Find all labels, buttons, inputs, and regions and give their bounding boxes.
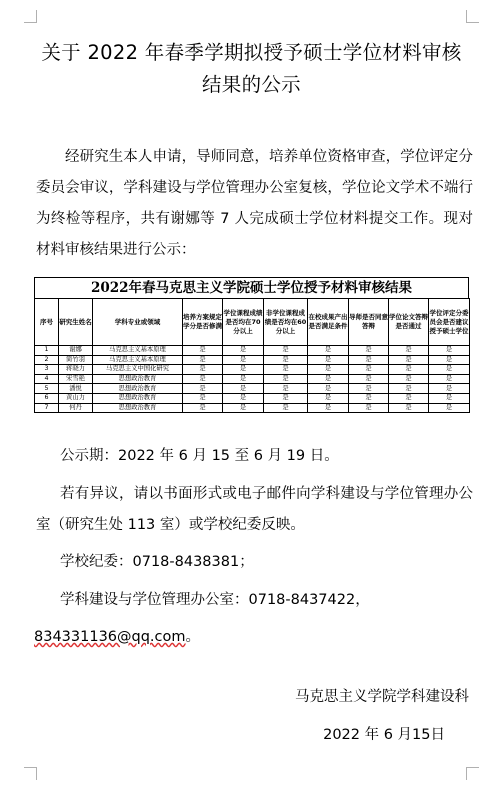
table-cell: 是 xyxy=(223,384,264,394)
table-cell: 2 xyxy=(35,355,59,365)
table-cell: 是 xyxy=(389,393,429,403)
table-cell: 是 xyxy=(349,374,389,384)
table-cell: 4 xyxy=(35,374,59,384)
table-cell: 是 xyxy=(223,365,264,375)
table-cell: 是 xyxy=(223,403,264,413)
table-caption: 2022年春马克思主义学院硕士学位授予材料审核结果 xyxy=(34,277,469,298)
table-cell: 宋雪艳 xyxy=(59,374,93,384)
table-cell: 是 xyxy=(308,365,349,375)
table-cell: 1 xyxy=(35,346,59,356)
table-cell: 是 xyxy=(349,384,389,394)
table-cell: 是 xyxy=(223,393,264,403)
table-header-cell: 学位课程成绩是否均在70分以上 xyxy=(223,299,264,346)
table-cell: 谢娜 xyxy=(59,346,93,356)
table-cell: 是 xyxy=(264,384,308,394)
table-header-cell: 学位评定分委员会是否建议授予硕士学位 xyxy=(429,299,470,346)
table-cell: 潘悦 xyxy=(59,384,93,394)
page-corner-mark xyxy=(466,767,479,780)
table-cell: 是 xyxy=(308,384,349,394)
table-cell: 是 xyxy=(264,393,308,403)
table-cell: 思想政治教育 xyxy=(93,384,183,394)
review-results-table xyxy=(34,277,469,413)
table-row xyxy=(35,374,470,384)
table-cell: 简竹羽 xyxy=(59,355,93,365)
table-cell: 是 xyxy=(389,384,429,394)
table-cell: 思想政治教育 xyxy=(93,393,183,403)
signature: 马克思主义学院学科建设科 xyxy=(295,689,469,705)
table-cell: 3 xyxy=(35,365,59,375)
table-cell: 是 xyxy=(308,403,349,413)
table-cell: 是 xyxy=(183,365,223,375)
table-cell: 是 xyxy=(429,384,470,394)
table-row xyxy=(35,393,470,403)
document-title-line-1: 关于 2022 年春季学期拟授予硕士学位材料审核 xyxy=(41,41,462,64)
table-cell: 是 xyxy=(389,365,429,375)
table-cell: 是 xyxy=(183,346,223,356)
email-suffix: 。 xyxy=(185,629,201,645)
table-header-cell: 学位论文答辩是否通过 xyxy=(389,299,429,346)
results-table xyxy=(34,298,470,413)
table-cell: 是 xyxy=(349,403,389,413)
table-cell: 5 xyxy=(35,384,59,394)
table-cell: 是 xyxy=(308,393,349,403)
table-cell: 是 xyxy=(223,374,264,384)
table-cell: 是 xyxy=(264,355,308,365)
table-header-cell: 序号 xyxy=(35,299,59,346)
email-link[interactable]: 834331136@qq.com xyxy=(34,629,186,645)
table-cell: 马克思主义基本原理 xyxy=(93,355,183,365)
table-header-cell: 培养方案规定学分是否修满 xyxy=(183,299,223,346)
table-cell: 是 xyxy=(429,365,470,375)
table-cell: 是 xyxy=(223,355,264,365)
table-cell: 7 xyxy=(35,403,59,413)
table-row xyxy=(35,384,470,394)
table-cell: 是 xyxy=(264,365,308,375)
table-cell: 黄山力 xyxy=(59,393,93,403)
table-header-cell: 学科专业或领域 xyxy=(93,299,183,346)
table-cell: 是 xyxy=(264,374,308,384)
table-cell: 是 xyxy=(349,365,389,375)
table-row xyxy=(35,403,470,413)
table-cell: 是 xyxy=(183,374,223,384)
table-cell: 是 xyxy=(429,393,470,403)
table-cell: 是 xyxy=(308,346,349,356)
table-header-cell: 研究生姓名 xyxy=(59,299,93,346)
table-cell: 是 xyxy=(349,393,389,403)
page-corner-mark xyxy=(466,10,479,23)
table-cell: 是 xyxy=(389,355,429,365)
table-cell: 是 xyxy=(429,346,470,356)
table-cell: 是 xyxy=(429,355,470,365)
table-cell: 是 xyxy=(389,403,429,413)
objection-paragraph: 若有异议，请以书面形式或电子邮件向学科建设与学位管理办公室（研究生处 113 室）或学校纪委反映。 xyxy=(36,486,473,533)
table-cell: 何丹 xyxy=(59,403,93,413)
table-header-cell: 在校成果产出是否满足条件 xyxy=(308,299,349,346)
document-title-line-2: 结果的公示 xyxy=(201,73,301,96)
table-row xyxy=(35,365,470,375)
table-cell: 思想政治教育 xyxy=(93,374,183,384)
table-cell: 是 xyxy=(308,374,349,384)
table-cell: 马克思主义中国化研究 xyxy=(93,365,183,375)
table-cell: 是 xyxy=(223,346,264,356)
table-cell: 是 xyxy=(349,355,389,365)
office-contact: 学科建设与学位管理办公室：0718-8437422， xyxy=(60,592,370,608)
table-cell: 6 xyxy=(35,393,59,403)
table-row xyxy=(35,355,470,365)
table-cell: 是 xyxy=(183,393,223,403)
table-header-row xyxy=(35,299,470,346)
table-cell: 是 xyxy=(183,403,223,413)
table-cell: 是 xyxy=(308,355,349,365)
intro-paragraph: 经研究生本人申请，导师同意，培养单位资格审查，学位评定分委员会审议，学科建设与学位管理办公室复核，学位论文学术不端行为终检等程序，共有谢娜等 7 人完成硕士学位材料提交工作。现对材料审核结果进行公示： xyxy=(36,149,473,258)
table-row xyxy=(35,346,470,356)
table-cell: 是 xyxy=(429,403,470,413)
page-corner-mark xyxy=(24,10,37,23)
page-corner-mark xyxy=(24,767,37,780)
table-cell: 是 xyxy=(264,403,308,413)
table-header-cell: 非学位课程成绩是否均在60分以上 xyxy=(264,299,308,346)
discipline-committee-contact: 学校纪委：0718-8438381； xyxy=(60,554,254,570)
table-header-cell: 导师是否同意答辩 xyxy=(349,299,389,346)
table-cell: 蒋晓力 xyxy=(59,365,93,375)
table-cell: 是 xyxy=(389,374,429,384)
table-cell: 是 xyxy=(349,346,389,356)
table-cell: 是 xyxy=(389,346,429,356)
table-body xyxy=(35,346,470,413)
notice-period: 公示期：2022 年 6 月 15 至 6 月 19 日。 xyxy=(60,448,339,464)
table-cell: 思想政治教育 xyxy=(93,403,183,413)
table-cell: 马克思主义基本原理 xyxy=(93,346,183,356)
table-cell: 是 xyxy=(264,346,308,356)
table-cell: 是 xyxy=(183,355,223,365)
signature-date: 2022 年 6 月15日 xyxy=(323,727,445,743)
table-cell: 是 xyxy=(429,374,470,384)
email-line xyxy=(34,625,200,646)
table-cell: 是 xyxy=(183,384,223,394)
